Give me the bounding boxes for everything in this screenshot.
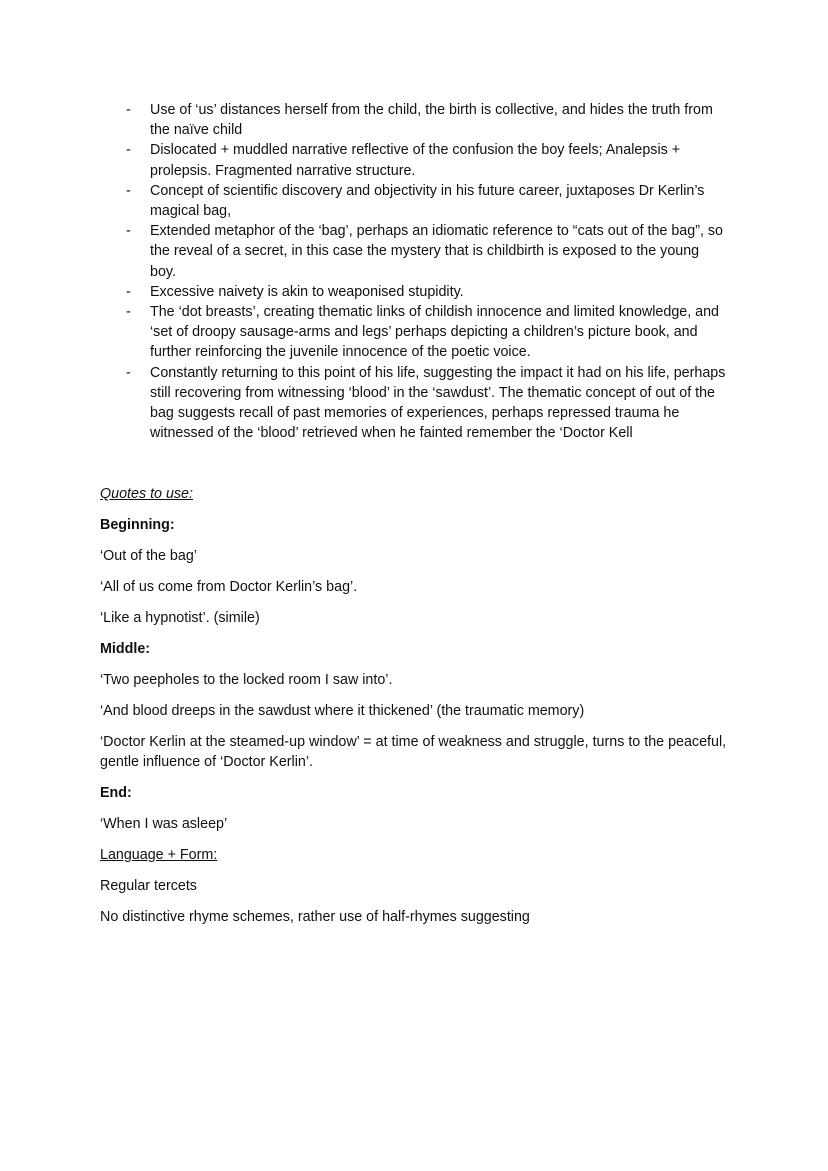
quote: ‘And blood dreeps in the sawdust where it thickened’ (the traumatic memory) [100,703,585,719]
quote: ‘Doctor Kerlin at the steamed-up window’ = at time of weakness and struggle, turns to the peaceful, gentle influence of ‘Doctor Kerlin’. [100,734,727,770]
bullet-text: Concept of scientific discovery and objectivity in his future career, juxtaposes Dr Kerlin’s magical bag, [150,182,705,220]
bullet-marker: - [126,304,131,321]
bullet-marker: - [126,364,131,381]
quote: ‘When I was asleep’ [100,816,228,832]
bullet-marker: - [126,102,131,118]
bullet-item [126,140,726,180]
quote: ‘Two peepholes to the locked room I saw into’. [100,672,393,688]
quotes-heading: Quotes to use: [100,486,193,502]
bullet-marker: - [126,283,131,300]
bullet-text: The ‘dot breasts’, creating thematic links of childish innocence and limited knowledge, and ‘set of droopy sausage-arms and legs’ perhaps depicting a children’s picture book, and further reinforcing the juvenile innocence of the poetic voice. [150,304,720,361]
language-form-heading: Language + Form: [100,847,218,863]
quote: ‘Like a hypnotist’. (simile) [100,610,260,626]
quotes-section [100,484,740,938]
middle-heading: Middle: [100,641,151,657]
bullet-item [126,282,726,302]
beginning-heading: Beginning: [100,517,175,533]
bullet-marker: - [126,142,131,159]
bullet-text: Dislocated + muddled narrative reflective of the confusion the boy feels; Analepsis + prolepsis. Fragmented narrative structure. [150,142,681,179]
bullet-item [126,363,726,444]
bullet-item [126,302,726,363]
bullet-item [126,221,726,282]
bullet-text: Extended metaphor of the ‘bag’, perhaps an idiomatic reference to “cats out of the bag”, so the reveal of a secret, in this case the mystery that is childbirth is exposed to the young boy. [150,223,724,280]
bullet-marker: - [126,182,131,199]
analysis-bullet-list [126,100,726,443]
end-heading: End: [100,785,132,801]
quote: ‘Out of the bag’ [100,548,197,564]
bullet-text: Constantly returning to this point of his life, suggesting the impact it had on his life, perhaps still recovering from witnessing ‘blood’ in the ‘sawdust’. The thematic concept of out of the bag suggests recall of past memories of experiences, perhaps repressed trauma he witnessed of the ‘blood’ retrieved when he fainted remember the ‘Doctor Kell [150,364,726,442]
language-form-line: No distinctive rhyme schemes, rather use of half-rhymes suggesting [100,909,530,925]
language-form-line: Regular tercets [100,878,197,894]
bullet-marker: - [126,223,131,240]
bullet-item [126,181,726,221]
bullet-item [126,100,726,140]
quote: ‘All of us come from Doctor Kerlin’s bag’. [100,579,358,595]
bullet-text: Excessive naivety is akin to weaponised stupidity. [150,283,464,300]
bullet-text: Use of ‘us’ distances herself from the child, the birth is collective, and hides the truth from the naïve child [150,102,713,139]
